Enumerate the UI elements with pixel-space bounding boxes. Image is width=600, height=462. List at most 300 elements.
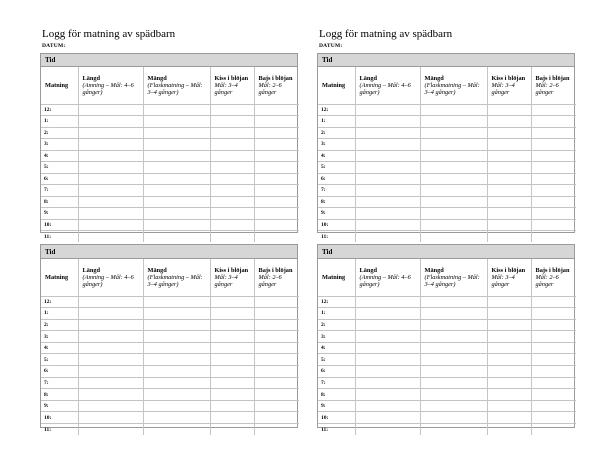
- langd-cell[interactable]: [78, 150, 143, 162]
- kiss-cell[interactable]: [210, 196, 254, 208]
- mangd-cell[interactable]: [143, 127, 210, 139]
- bajs-cell[interactable]: [531, 162, 576, 174]
- tid-header: Tid: [41, 54, 297, 67]
- table-row: [318, 342, 576, 354]
- hour-label: 5:: [318, 162, 355, 174]
- kiss-cell[interactable]: [487, 424, 531, 436]
- hour-label: 8:: [41, 196, 78, 208]
- langd-cell[interactable]: [355, 162, 420, 174]
- langd-cell[interactable]: [355, 296, 420, 308]
- bajs-cell[interactable]: [531, 377, 576, 389]
- langd-cell[interactable]: [355, 185, 420, 197]
- hour-label: 4:: [318, 342, 355, 354]
- langd-cell[interactable]: [78, 162, 143, 174]
- table-row: [318, 208, 576, 220]
- langd-cell[interactable]: [355, 342, 420, 354]
- table-row: [318, 366, 576, 378]
- langd-cell[interactable]: [355, 331, 420, 343]
- bajs-cell[interactable]: [254, 412, 299, 424]
- hour-label: 12:: [318, 104, 355, 116]
- mangd-cell[interactable]: [143, 162, 210, 174]
- bajs-cell[interactable]: [254, 116, 299, 128]
- kiss-cell[interactable]: [210, 331, 254, 343]
- kiss-cell[interactable]: [487, 150, 531, 162]
- hour-label: 11:: [318, 231, 355, 243]
- hour-label: 11:: [41, 424, 78, 436]
- hour-label: 9:: [318, 400, 355, 412]
- kiss-cell[interactable]: [487, 377, 531, 389]
- langd-cell[interactable]: [78, 366, 143, 378]
- kiss-cell[interactable]: [487, 196, 531, 208]
- column-title: Längd: [359, 266, 378, 274]
- mangd-cell[interactable]: [420, 354, 487, 366]
- column-note: (Amning – Mål: 4–6 gånger): [82, 273, 134, 288]
- bajs-cell[interactable]: [531, 208, 576, 220]
- column-note: (Flaskmatning – Mål: 3–4 gånger): [424, 273, 480, 288]
- kiss-cell[interactable]: [210, 308, 254, 320]
- kiss-cell[interactable]: [210, 127, 254, 139]
- bajs-cell[interactable]: [254, 173, 299, 185]
- bajs-cell[interactable]: [254, 377, 299, 389]
- kiss-cell[interactable]: [210, 389, 254, 401]
- table-row: [318, 127, 576, 139]
- table-row: [41, 185, 299, 197]
- hour-label: 11:: [41, 231, 78, 243]
- hour-label: 4:: [41, 342, 78, 354]
- table-row: [41, 296, 299, 308]
- table-row: [41, 162, 299, 174]
- table-row: [318, 231, 576, 243]
- bajs-cell[interactable]: [254, 219, 299, 231]
- column-header-mangd: [420, 67, 487, 104]
- langd-cell[interactable]: [355, 308, 420, 320]
- column-title: Mängd: [424, 266, 444, 274]
- mangd-cell[interactable]: [143, 342, 210, 354]
- mangd-cell[interactable]: [420, 331, 487, 343]
- column-header-bajs: [254, 259, 299, 296]
- bajs-cell[interactable]: [531, 150, 576, 162]
- mangd-cell[interactable]: [420, 366, 487, 378]
- langd-cell[interactable]: [78, 377, 143, 389]
- langd-cell[interactable]: [355, 196, 420, 208]
- langd-cell[interactable]: [78, 342, 143, 354]
- column-header-kiss: [210, 259, 254, 296]
- column-header-row: [318, 67, 576, 104]
- hour-label: 1:: [318, 116, 355, 128]
- hour-label: 4:: [41, 150, 78, 162]
- bajs-cell[interactable]: [531, 127, 576, 139]
- hour-label: 12:: [41, 296, 78, 308]
- bajs-cell[interactable]: [254, 139, 299, 151]
- bajs-cell[interactable]: [254, 354, 299, 366]
- mangd-cell[interactable]: [143, 389, 210, 401]
- langd-cell[interactable]: [78, 104, 143, 116]
- table-row: [318, 389, 576, 401]
- kiss-cell[interactable]: [487, 139, 531, 151]
- feeding-table: [41, 259, 299, 435]
- bajs-cell[interactable]: [531, 389, 576, 401]
- langd-cell[interactable]: [355, 219, 420, 231]
- hour-label: 9:: [41, 208, 78, 220]
- column-note: (Amning – Mål: 4–6 gånger): [359, 273, 411, 288]
- column-note: Mål: 2–6 gånger: [258, 273, 282, 288]
- kiss-cell[interactable]: [487, 116, 531, 128]
- hour-label: 7:: [41, 377, 78, 389]
- kiss-cell[interactable]: [487, 366, 531, 378]
- feeding-log-top-left: [40, 53, 298, 240]
- langd-cell[interactable]: [78, 127, 143, 139]
- hour-label: 7:: [318, 377, 355, 389]
- bajs-cell[interactable]: [531, 173, 576, 185]
- bajs-cell[interactable]: [254, 104, 299, 116]
- mangd-cell[interactable]: [420, 389, 487, 401]
- bajs-cell[interactable]: [254, 185, 299, 197]
- bajs-cell[interactable]: [254, 231, 299, 243]
- column-note: Mål: 3–4 gånger: [214, 81, 238, 96]
- bajs-cell[interactable]: [531, 308, 576, 320]
- langd-cell[interactable]: [78, 139, 143, 151]
- mangd-cell[interactable]: [143, 219, 210, 231]
- langd-cell[interactable]: [355, 424, 420, 436]
- langd-cell[interactable]: [78, 389, 143, 401]
- bajs-cell[interactable]: [254, 127, 299, 139]
- column-header-langd: [78, 67, 143, 104]
- bajs-cell[interactable]: [531, 196, 576, 208]
- bajs-cell[interactable]: [254, 296, 299, 308]
- mangd-cell[interactable]: [143, 354, 210, 366]
- column-note: (Flaskmatning – Mål: 3–4 gånger): [147, 273, 203, 288]
- table-row: [318, 412, 576, 424]
- mangd-cell[interactable]: [143, 308, 210, 320]
- hour-label: 6:: [318, 173, 355, 185]
- column-title: Bajs i blöjan: [535, 74, 570, 82]
- mangd-cell[interactable]: [420, 185, 487, 197]
- mangd-cell[interactable]: [420, 116, 487, 128]
- bajs-cell[interactable]: [254, 308, 299, 320]
- table-row: [41, 231, 299, 243]
- mangd-cell[interactable]: [143, 366, 210, 378]
- kiss-cell[interactable]: [487, 296, 531, 308]
- langd-cell[interactable]: [78, 219, 143, 231]
- langd-cell[interactable]: [355, 139, 420, 151]
- hour-label: 1:: [318, 308, 355, 320]
- table-row: [318, 162, 576, 174]
- bajs-cell[interactable]: [254, 366, 299, 378]
- bajs-cell[interactable]: [531, 185, 576, 197]
- bajs-cell[interactable]: [531, 366, 576, 378]
- kiss-cell[interactable]: [210, 366, 254, 378]
- bajs-cell[interactable]: [531, 412, 576, 424]
- column-header-langd: [78, 259, 143, 296]
- hour-label: 6:: [41, 173, 78, 185]
- table-row: [41, 400, 299, 412]
- table-row: [41, 354, 299, 366]
- hour-label: 2:: [318, 127, 355, 139]
- bajs-cell[interactable]: [531, 139, 576, 151]
- langd-cell[interactable]: [355, 400, 420, 412]
- mangd-cell[interactable]: [420, 231, 487, 243]
- table-row: [318, 308, 576, 320]
- kiss-cell[interactable]: [487, 208, 531, 220]
- langd-cell[interactable]: [78, 319, 143, 331]
- bajs-cell[interactable]: [531, 219, 576, 231]
- mangd-cell[interactable]: [420, 208, 487, 220]
- table-row: [41, 308, 299, 320]
- langd-cell[interactable]: [355, 116, 420, 128]
- bajs-cell[interactable]: [531, 400, 576, 412]
- mangd-cell[interactable]: [143, 139, 210, 151]
- langd-cell[interactable]: [78, 173, 143, 185]
- langd-cell[interactable]: [355, 366, 420, 378]
- mangd-cell[interactable]: [143, 296, 210, 308]
- table-row: [318, 319, 576, 331]
- column-header-matning: Matning: [41, 259, 78, 296]
- langd-cell[interactable]: [78, 412, 143, 424]
- kiss-cell[interactable]: [210, 342, 254, 354]
- table-row: [41, 377, 299, 389]
- table-row: [318, 377, 576, 389]
- kiss-cell[interactable]: [210, 319, 254, 331]
- column-header-mangd: [420, 259, 487, 296]
- mangd-cell[interactable]: [420, 319, 487, 331]
- column-header-bajs: [531, 67, 576, 104]
- table-row: [318, 296, 576, 308]
- kiss-cell[interactable]: [487, 185, 531, 197]
- mangd-cell[interactable]: [420, 377, 487, 389]
- kiss-cell[interactable]: [210, 354, 254, 366]
- mangd-cell[interactable]: [143, 231, 210, 243]
- langd-cell[interactable]: [355, 354, 420, 366]
- column-title: Kiss i blöjan: [214, 266, 249, 274]
- kiss-cell[interactable]: [487, 319, 531, 331]
- bajs-cell[interactable]: [531, 319, 576, 331]
- mangd-cell[interactable]: [143, 173, 210, 185]
- kiss-cell[interactable]: [210, 185, 254, 197]
- mangd-cell[interactable]: [420, 308, 487, 320]
- bajs-cell[interactable]: [531, 331, 576, 343]
- langd-cell[interactable]: [78, 308, 143, 320]
- langd-cell[interactable]: [78, 354, 143, 366]
- kiss-cell[interactable]: [210, 377, 254, 389]
- table-row: [41, 424, 299, 436]
- mangd-cell[interactable]: [143, 185, 210, 197]
- kiss-cell[interactable]: [210, 104, 254, 116]
- column-title: Kiss i blöjan: [491, 74, 526, 82]
- langd-cell[interactable]: [78, 208, 143, 220]
- table-row: [41, 219, 299, 231]
- mangd-cell[interactable]: [143, 116, 210, 128]
- mangd-cell[interactable]: [143, 424, 210, 436]
- hour-label: 12:: [318, 296, 355, 308]
- bajs-cell[interactable]: [254, 319, 299, 331]
- langd-cell[interactable]: [355, 104, 420, 116]
- langd-cell[interactable]: [355, 377, 420, 389]
- bajs-cell[interactable]: [531, 104, 576, 116]
- table-row: [318, 196, 576, 208]
- bajs-cell[interactable]: [531, 424, 576, 436]
- mangd-cell[interactable]: [420, 400, 487, 412]
- kiss-cell[interactable]: [210, 139, 254, 151]
- column-note: Mål: 3–4 gånger: [214, 273, 238, 288]
- column-header-kiss: [487, 259, 531, 296]
- table-row: [318, 116, 576, 128]
- bajs-cell[interactable]: [531, 296, 576, 308]
- langd-cell[interactable]: [355, 127, 420, 139]
- langd-cell[interactable]: [78, 231, 143, 243]
- column-title: Längd: [82, 74, 101, 82]
- langd-cell[interactable]: [355, 208, 420, 220]
- kiss-cell[interactable]: [487, 308, 531, 320]
- kiss-cell[interactable]: [487, 354, 531, 366]
- column-header-bajs: [254, 67, 299, 104]
- mangd-cell[interactable]: [420, 196, 487, 208]
- bajs-cell[interactable]: [254, 331, 299, 343]
- hour-label: 10:: [41, 412, 78, 424]
- mangd-cell[interactable]: [420, 342, 487, 354]
- page-title-left: Logg för matning av spädbarn: [42, 28, 176, 40]
- column-header-matning: Matning: [41, 67, 78, 104]
- kiss-cell[interactable]: [487, 127, 531, 139]
- hour-label: 12:: [41, 104, 78, 116]
- mangd-cell[interactable]: [143, 377, 210, 389]
- kiss-cell[interactable]: [210, 400, 254, 412]
- table-row: [41, 150, 299, 162]
- kiss-cell[interactable]: [487, 400, 531, 412]
- table-row: [318, 185, 576, 197]
- tid-header: Tid: [318, 54, 574, 67]
- table-row: [318, 331, 576, 343]
- bajs-cell[interactable]: [254, 196, 299, 208]
- mangd-cell[interactable]: [143, 196, 210, 208]
- table-row: [41, 173, 299, 185]
- mangd-cell[interactable]: [420, 162, 487, 174]
- mangd-cell[interactable]: [420, 127, 487, 139]
- hour-label: 9:: [41, 400, 78, 412]
- kiss-cell[interactable]: [487, 342, 531, 354]
- column-header-mangd: [143, 67, 210, 104]
- langd-cell[interactable]: [355, 150, 420, 162]
- column-header-bajs: [531, 259, 576, 296]
- mangd-cell[interactable]: [420, 104, 487, 116]
- langd-cell[interactable]: [355, 231, 420, 243]
- hour-label: 5:: [318, 354, 355, 366]
- langd-cell[interactable]: [78, 296, 143, 308]
- mangd-cell[interactable]: [143, 412, 210, 424]
- kiss-cell[interactable]: [487, 173, 531, 185]
- langd-cell[interactable]: [355, 412, 420, 424]
- kiss-cell[interactable]: [487, 331, 531, 343]
- mangd-cell[interactable]: [143, 400, 210, 412]
- mangd-cell[interactable]: [420, 424, 487, 436]
- bajs-cell[interactable]: [531, 116, 576, 128]
- kiss-cell[interactable]: [210, 150, 254, 162]
- kiss-cell[interactable]: [210, 116, 254, 128]
- table-row: [41, 196, 299, 208]
- bajs-cell[interactable]: [254, 424, 299, 436]
- langd-cell[interactable]: [78, 185, 143, 197]
- mangd-cell[interactable]: [420, 150, 487, 162]
- kiss-cell[interactable]: [487, 389, 531, 401]
- bajs-cell[interactable]: [531, 354, 576, 366]
- bajs-cell[interactable]: [254, 400, 299, 412]
- kiss-cell[interactable]: [210, 173, 254, 185]
- kiss-cell[interactable]: [210, 296, 254, 308]
- langd-cell[interactable]: [78, 196, 143, 208]
- kiss-cell[interactable]: [210, 162, 254, 174]
- date-label-left: DATUM:: [42, 43, 66, 49]
- mangd-cell[interactable]: [420, 412, 487, 424]
- mangd-cell[interactable]: [420, 219, 487, 231]
- mangd-cell[interactable]: [420, 173, 487, 185]
- mangd-cell[interactable]: [143, 150, 210, 162]
- kiss-cell[interactable]: [210, 412, 254, 424]
- kiss-cell[interactable]: [487, 162, 531, 174]
- table-row: [318, 400, 576, 412]
- page-title-right: Logg för matning av spädbarn: [319, 28, 453, 40]
- table-row: [318, 354, 576, 366]
- kiss-cell[interactable]: [487, 104, 531, 116]
- hour-label: 8:: [41, 389, 78, 401]
- mangd-cell[interactable]: [420, 296, 487, 308]
- kiss-cell[interactable]: [210, 231, 254, 243]
- feeding-log-top-right: [317, 53, 575, 240]
- bajs-cell[interactable]: [254, 150, 299, 162]
- hour-label: 2:: [318, 319, 355, 331]
- kiss-cell[interactable]: [210, 219, 254, 231]
- column-note: (Flaskmatning – Mål: 3–4 gånger): [424, 81, 480, 96]
- kiss-cell[interactable]: [210, 208, 254, 220]
- table-row: [41, 116, 299, 128]
- table-row: [318, 219, 576, 231]
- table-row: [318, 424, 576, 436]
- feeding-table: [318, 259, 576, 435]
- column-title: Längd: [82, 266, 101, 274]
- langd-cell[interactable]: [78, 400, 143, 412]
- hour-label: 1:: [41, 308, 78, 320]
- mangd-cell[interactable]: [143, 104, 210, 116]
- langd-cell[interactable]: [78, 331, 143, 343]
- tid-header: Tid: [41, 245, 297, 259]
- langd-cell[interactable]: [355, 173, 420, 185]
- bajs-cell[interactable]: [254, 389, 299, 401]
- langd-cell[interactable]: [355, 319, 420, 331]
- mangd-cell[interactable]: [143, 331, 210, 343]
- mangd-cell[interactable]: [420, 139, 487, 151]
- hour-label: 7:: [318, 185, 355, 197]
- bajs-cell[interactable]: [531, 342, 576, 354]
- column-title: Mängd: [147, 266, 167, 274]
- kiss-cell[interactable]: [487, 219, 531, 231]
- bajs-cell[interactable]: [254, 208, 299, 220]
- kiss-cell[interactable]: [210, 424, 254, 436]
- hour-label: 3:: [41, 331, 78, 343]
- langd-cell[interactable]: [355, 389, 420, 401]
- bajs-cell[interactable]: [531, 231, 576, 243]
- column-note: Mål: 3–4 gånger: [491, 273, 515, 288]
- table-row: [318, 104, 576, 116]
- langd-cell[interactable]: [78, 116, 143, 128]
- mangd-cell[interactable]: [143, 208, 210, 220]
- bajs-cell[interactable]: [254, 162, 299, 174]
- column-header-langd: [355, 67, 420, 104]
- column-note: (Amning – Mål: 4–6 gånger): [82, 81, 134, 96]
- bajs-cell[interactable]: [254, 342, 299, 354]
- kiss-cell[interactable]: [487, 231, 531, 243]
- langd-cell[interactable]: [78, 424, 143, 436]
- column-header-row: [41, 67, 299, 104]
- kiss-cell[interactable]: [487, 412, 531, 424]
- mangd-cell[interactable]: [143, 319, 210, 331]
